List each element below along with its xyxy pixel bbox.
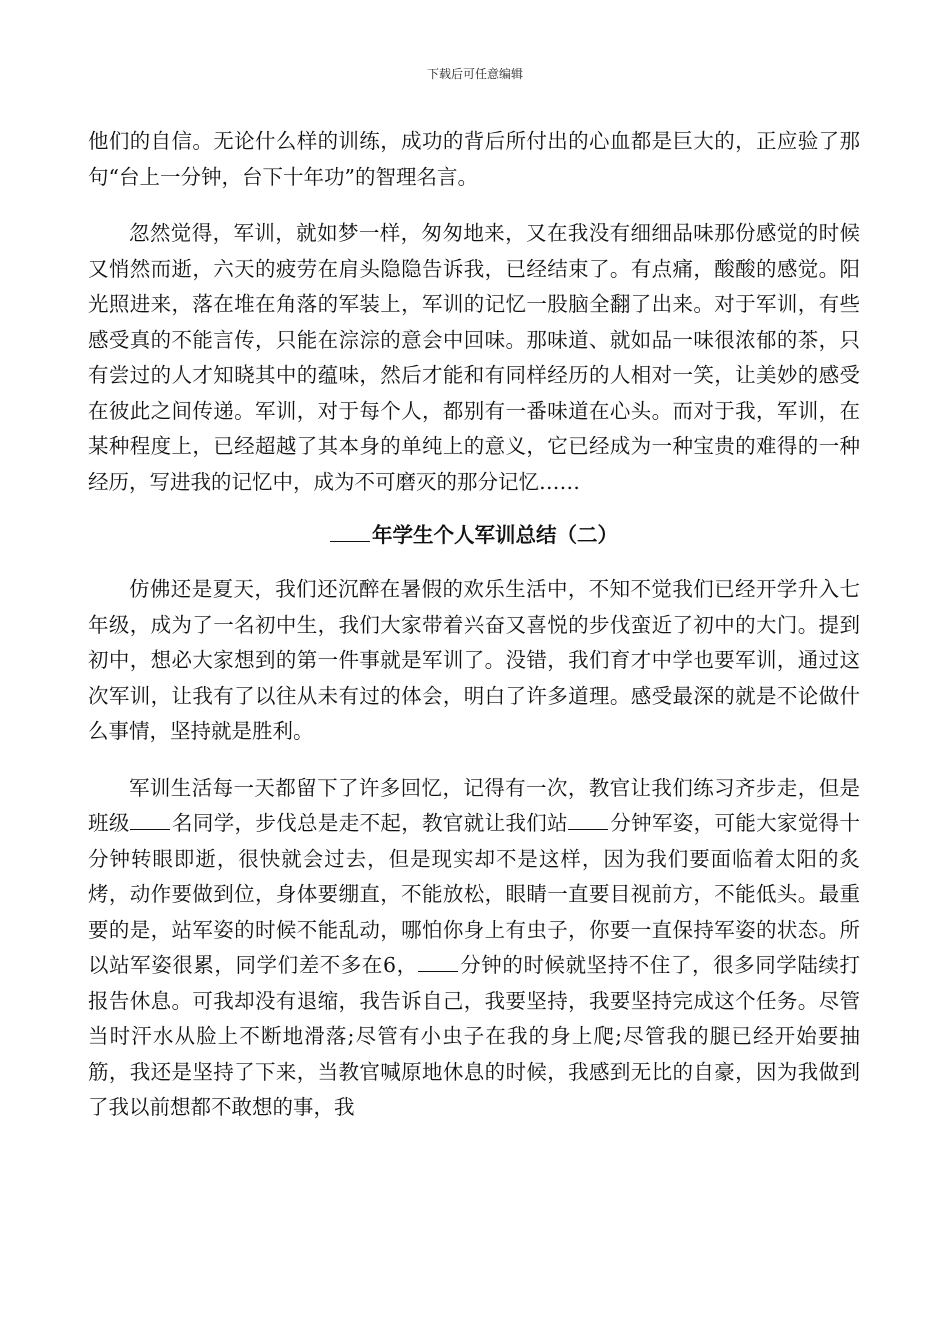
paragraph-3: 仿佛还是夏天，我们还沉醉在暑假的欢乐生活中，不知不觉我们已经开学升入七年级，成为了一名初中生，我们大家带着兴奋又喜悦的步伐蛮近了初中的大门。提到初中，想必大家想到的第一件事就是军训了。没错，我们育才中学也要军训，通过这次军训，让我有了以往从未有过的体会，明白了许多道理。感受最深的就是不论做什么事情，坚持就是胜利。: [88, 577, 860, 743]
paragraph-1: 他们的自信。无论什么样的训练，成功的背后所付出的心血都是巨大的，正应验了那句“台上一分钟，台下十年功”的智理名言。: [88, 129, 860, 189]
document-body: [88, 124, 860, 1126]
page-header: 下载后可任意编辑: [426, 67, 523, 81]
paragraph-2: 忽然觉得，军训，就如梦一样，匆匆地来，又在我没有细细品味那份感觉的时候又悄然而逝，六天的疲劳在肩头隐隐告诉我，已经结束了。有点痛，酸酸的感觉。阳光照进来，落在堆在角落的军装上，军训的记忆一股脑全翻了出来。对于军训，有些感受真的不能言传，只能在淙淙的意会中回味。那味道、就如品一味很浓郁的茶，只有尝过的人才知晓其中的蕴味，然后才能和有同样经历的人相对一笑，让美妙的感受在彼此之间传递。军训，对于每个人，都别有一番味道在心头。而对于我，军训，在某种程度上，已经超越了其本身的单纯上的意义，它已经成为一种宝贵的难得的一种经历，写进我的记忆中，成为不可磨灭的那分记忆……: [88, 221, 860, 494]
blank-line-3: [418, 951, 458, 972]
paragraph-4-part-c: 分钟军姿，可能大家觉得十分钟转眼即逝，很快就会过去，但是现实却不是这样，因为我们要面临着太阳的炙烤，动作要做到位，身体要绷直，不能放松，眼睛一直要目视前方，不能低头。最重要的是，站军姿的时候不能乱动，哪怕你身上有虫子，你要一直保持军姿的状态。所以站军姿很累，同学们差不多在6，: [88, 811, 861, 977]
paragraph-4-part-a: 军训生活每一天都留下了许多回忆，记得有一次，教官让我们练习齐步走，但是班级: [88, 775, 860, 835]
blank-line-2: [568, 809, 608, 830]
title-blank-line: [330, 521, 370, 542]
paragraph-4: [88, 771, 860, 1126]
paragraph-4-part-d: 分钟的时候就坚持不住了，很多同学陆续打报告休息。可我却没有退缩，我告诉自己，我要坚持，我要坚持完成这个任务。尽管当时汗水从脸上不断地滑落;尽管有小虫子在我的身上爬;尽管我的腿已经开始要抽筋，我还是坚持了下来，当教官喊原地休息的时候，我感到无比的自豪，因为我做到了我以前想都不敢想的事，我: [88, 953, 861, 1119]
blank-line-1: [130, 809, 170, 830]
section-title-text: 年学生个人军训总结（二）: [372, 523, 618, 547]
section-title: [88, 520, 860, 550]
paragraph-4-part-b: 名同学，步伐总是走不起，教官就让我们站: [171, 811, 568, 835]
